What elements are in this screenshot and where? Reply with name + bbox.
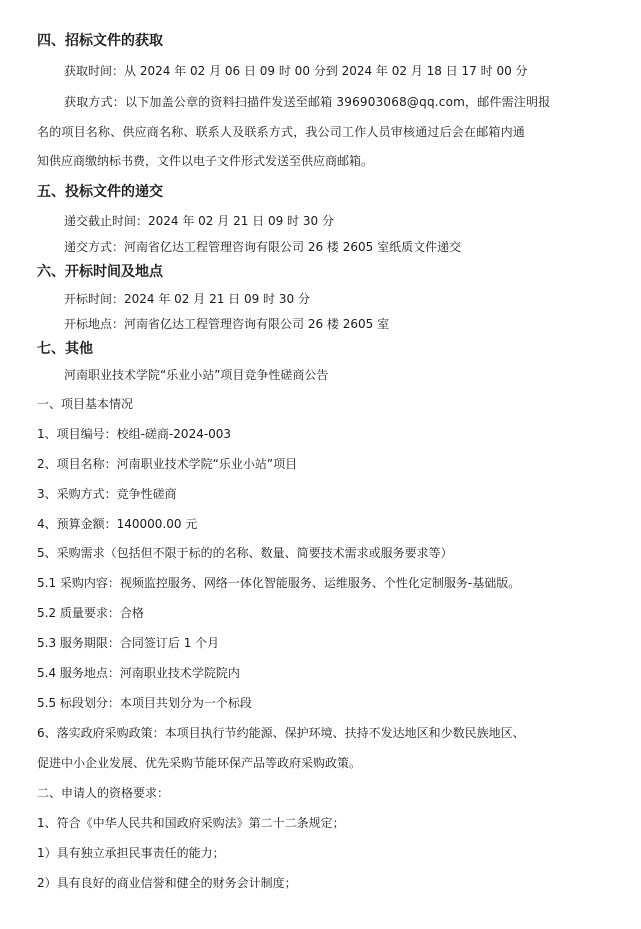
lot-division: 5.5 标段划分：本项目共划分为一个标段 (37, 696, 252, 710)
section-6-heading: 六、开标时间及地点 (37, 264, 163, 280)
acquisition-method-line-3: 知供应商缴纳标书费，文件以电子文件形式发送至供应商邮箱。 (37, 154, 374, 168)
section-4-heading: 四、招标文件的获取 (37, 33, 163, 49)
acquisition-time: 获取时间：从 2024 年 02 月 06 日 09 时 00 分到 2024 年 02 月 18 日 17 时 00 分 (64, 64, 528, 78)
service-location: 5.4 服务地点：河南职业技术学院院内 (37, 666, 240, 680)
budget-amount: 4、预算金额：140000.00 元 (37, 517, 198, 531)
quality-requirement: 5.2 质量要求：合格 (37, 606, 144, 620)
requirement-1a: 1）具有独立承担民事责任的能力； (37, 846, 225, 860)
bid-opening-place: 开标地点：河南省亿达工程管理咨询有限公司 26 楼 2605 室 (64, 317, 390, 331)
policy-line-2: 促进中小企业发展、优先采购节能环保产品等政府采购政策。 (37, 756, 362, 770)
project-name: 2、项目名称：河南职业技术学院“乐业小站”项目 (37, 457, 298, 471)
submission-method: 递交方式：河南省亿达工程管理咨询有限公司 26 楼 2605 室纸质文件递交 (64, 240, 462, 254)
section-7-heading: 七、其他 (37, 341, 93, 357)
submission-deadline: 递交截止时间：2024 年 02 月 21 日 09 时 30 分 (64, 214, 334, 228)
acquisition-method-line-1: 获取方式：以下加盖公章的资料扫描件发送至邮箱 396903068@qq.com，邮件需注明报 (64, 95, 551, 109)
announcement-title: 河南职业技术学院“乐业小站”项目竞争性磋商公告 (64, 368, 329, 382)
procurement-requirements: 5、采购需求（包括但不限于标的的名称、数量、简要技术需求或服务要求等） (37, 546, 453, 560)
part-1-heading: 一、项目基本情况 (37, 397, 134, 411)
bid-opening-time: 开标时间：2024 年 02 月 21 日 09 时 30 分 (64, 292, 310, 306)
policy-line-1: 6、落实政府采购政策：本项目执行节约能源、保护环境、扶持不发达地区和少数民族地区、 (37, 726, 525, 740)
service-period: 5.3 服务期限：合同签订后 1 个月 (37, 636, 220, 650)
section-5-heading: 五、投标文件的递交 (37, 184, 163, 200)
requirement-1: 1、符合《中华人民共和国政府采购法》第二十二条规定； (37, 816, 345, 830)
procurement-content: 5.1 采购内容：视频监控服务、网络一体化智能服务、运维服务、个性化定制服务-基础版。 (37, 576, 521, 590)
procurement-method: 3、采购方式：竞争性磋商 (37, 487, 177, 501)
project-number: 1、项目编号：校组-磋商-2024-003 (37, 427, 232, 441)
acquisition-method-line-2: 名的项目名称、供应商名称、联系人及联系方式，我公司工作人员审核通过后会在邮箱内通 (37, 125, 526, 139)
part-2-heading: 二、申请人的资格要求： (37, 786, 170, 800)
requirement-1b: 2）具有良好的商业信誉和健全的财务会计制度； (37, 876, 297, 890)
